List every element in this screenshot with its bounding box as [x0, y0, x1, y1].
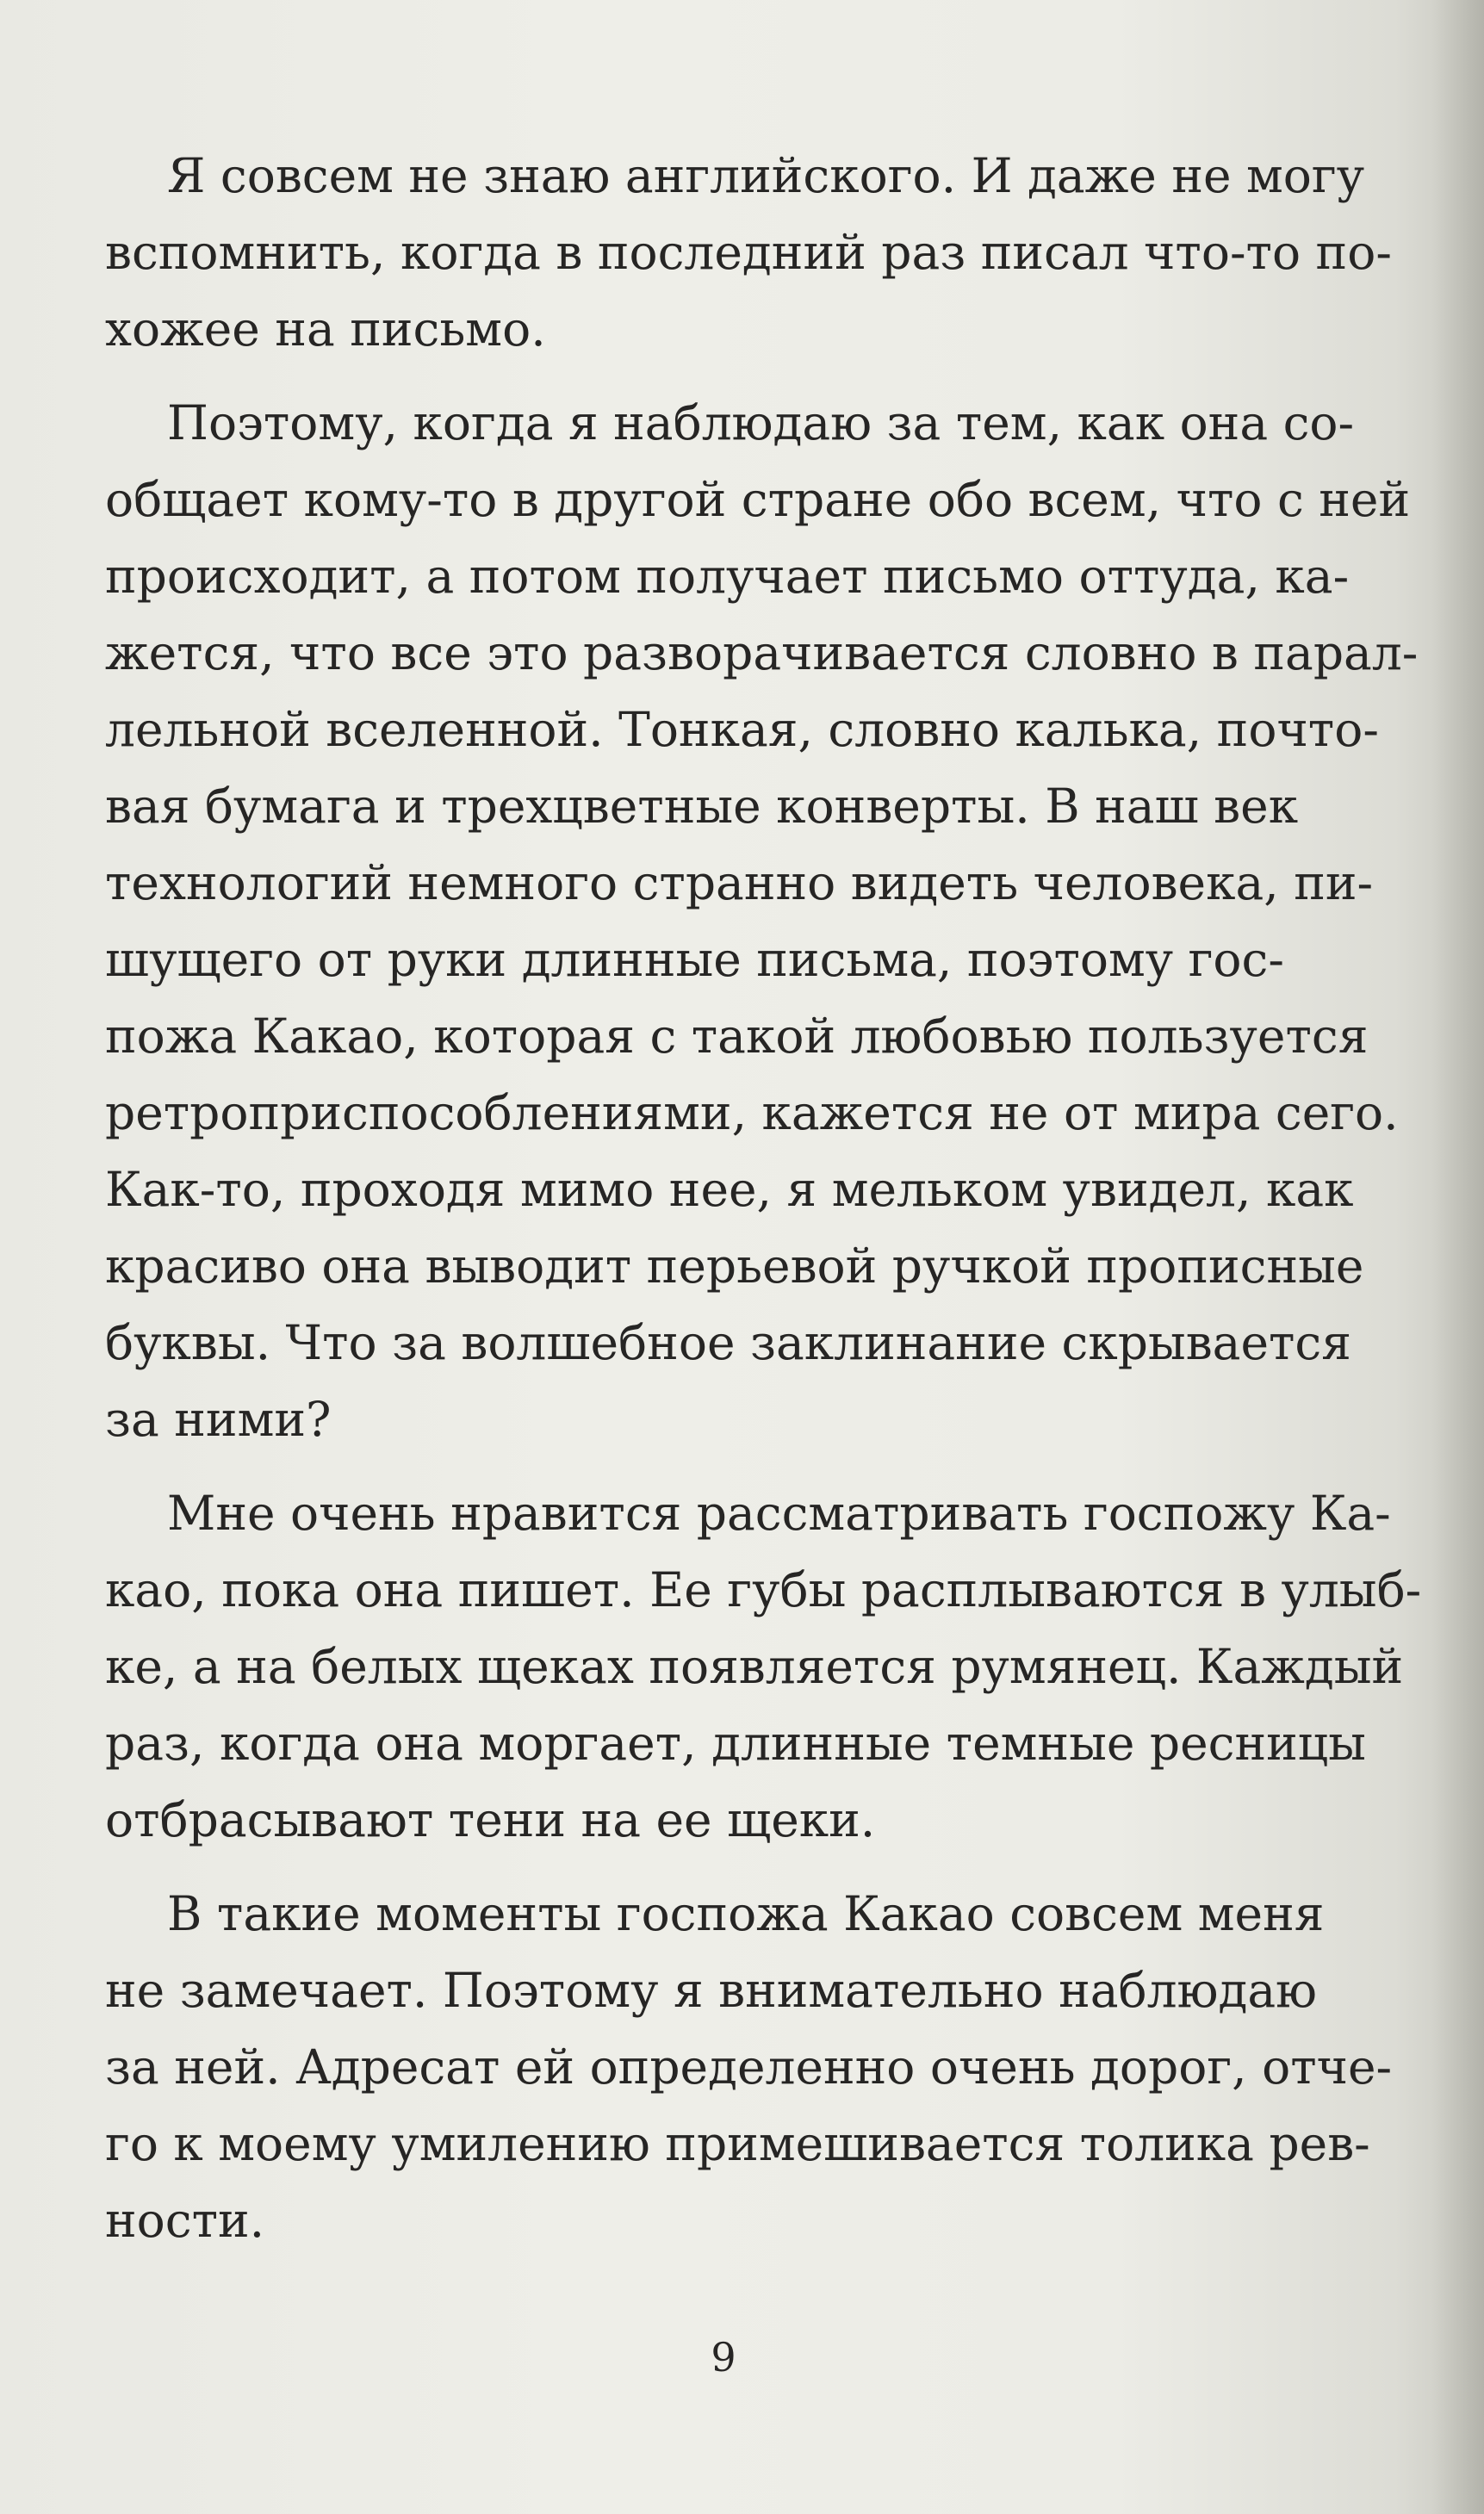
text-line: технологий немного странно видеть человека, пи-: [105, 855, 1374, 910]
paragraph-1: [105, 138, 1392, 368]
text-line: ке, а на белых щеках появляется румянец. Каждый: [105, 1639, 1404, 1694]
page-number: 9: [711, 2334, 736, 2381]
text-line: Мне очень нравится рассматривать госпожу Ка-: [167, 1486, 1391, 1541]
text-line: лельной вселенной. Тонкая, словно калька, почто-: [105, 702, 1379, 757]
text-line: за ней. Адресат ей определенно очень дорог, отче-: [105, 2039, 1393, 2095]
text-line: Поэтому, когда я наблюдаю за тем, как она со-: [167, 395, 1355, 450]
body-text: [105, 138, 1422, 2259]
text-line: буквы. Что за волшебное заклинание скрывается: [105, 1315, 1351, 1370]
text-line: общает кому-то в другой стране обо всем, что с ней: [105, 472, 1411, 527]
text-line: В такие моменты госпожа Какао совсем меня: [167, 1886, 1325, 1941]
text-line: вспомнить, когда в последний раз писал что-то по-: [105, 225, 1392, 280]
text-line: ретроприспособлениями, кажется не от мира сего.: [105, 1085, 1399, 1140]
text-line: жется, что все это разворачивается словно в парал-: [105, 625, 1419, 680]
text-line: за ними?: [105, 1392, 332, 1447]
text-line: не замечает. Поэтому я внимательно наблюдаю: [105, 1963, 1318, 2018]
text-line: красиво она выводит перьевой ручкой прописные: [105, 1238, 1364, 1294]
text-line: шущего от руки длинные письма, поэтому гос-: [105, 932, 1284, 987]
text-line: Я совсем не знаю английского. И даже не могу: [167, 148, 1365, 203]
text-line: го к моему умилению примешивается толика рев-: [105, 2116, 1370, 2171]
text-line: као, пока она пишет. Ее губы расплываются в улыб-: [105, 1562, 1422, 1617]
text-line: ности.: [105, 2193, 265, 2248]
text-line: пожа Какао, которая с такой любовью пользуется: [105, 1009, 1369, 1064]
text-line: происходит, а потом получает письмо оттуда, ка-: [105, 549, 1350, 604]
text-line: Как-то, проходя мимо нее, я мельком увидел, как: [105, 1162, 1354, 1217]
paragraph-4: [105, 1876, 1393, 2259]
paragraph-2: [105, 385, 1419, 1458]
paragraph-3: [105, 1475, 1422, 1859]
text-line: хожее на письмо.: [105, 301, 546, 357]
text-line: отбрасывают тени на ее щеки.: [105, 1792, 876, 1847]
text-line: вая бумага и трехцветные конверты. В наш век: [105, 779, 1299, 834]
page-edge-shadow: [1432, 0, 1484, 2514]
text-line: раз, когда она моргает, длинные темные ресницы: [105, 1716, 1366, 1771]
